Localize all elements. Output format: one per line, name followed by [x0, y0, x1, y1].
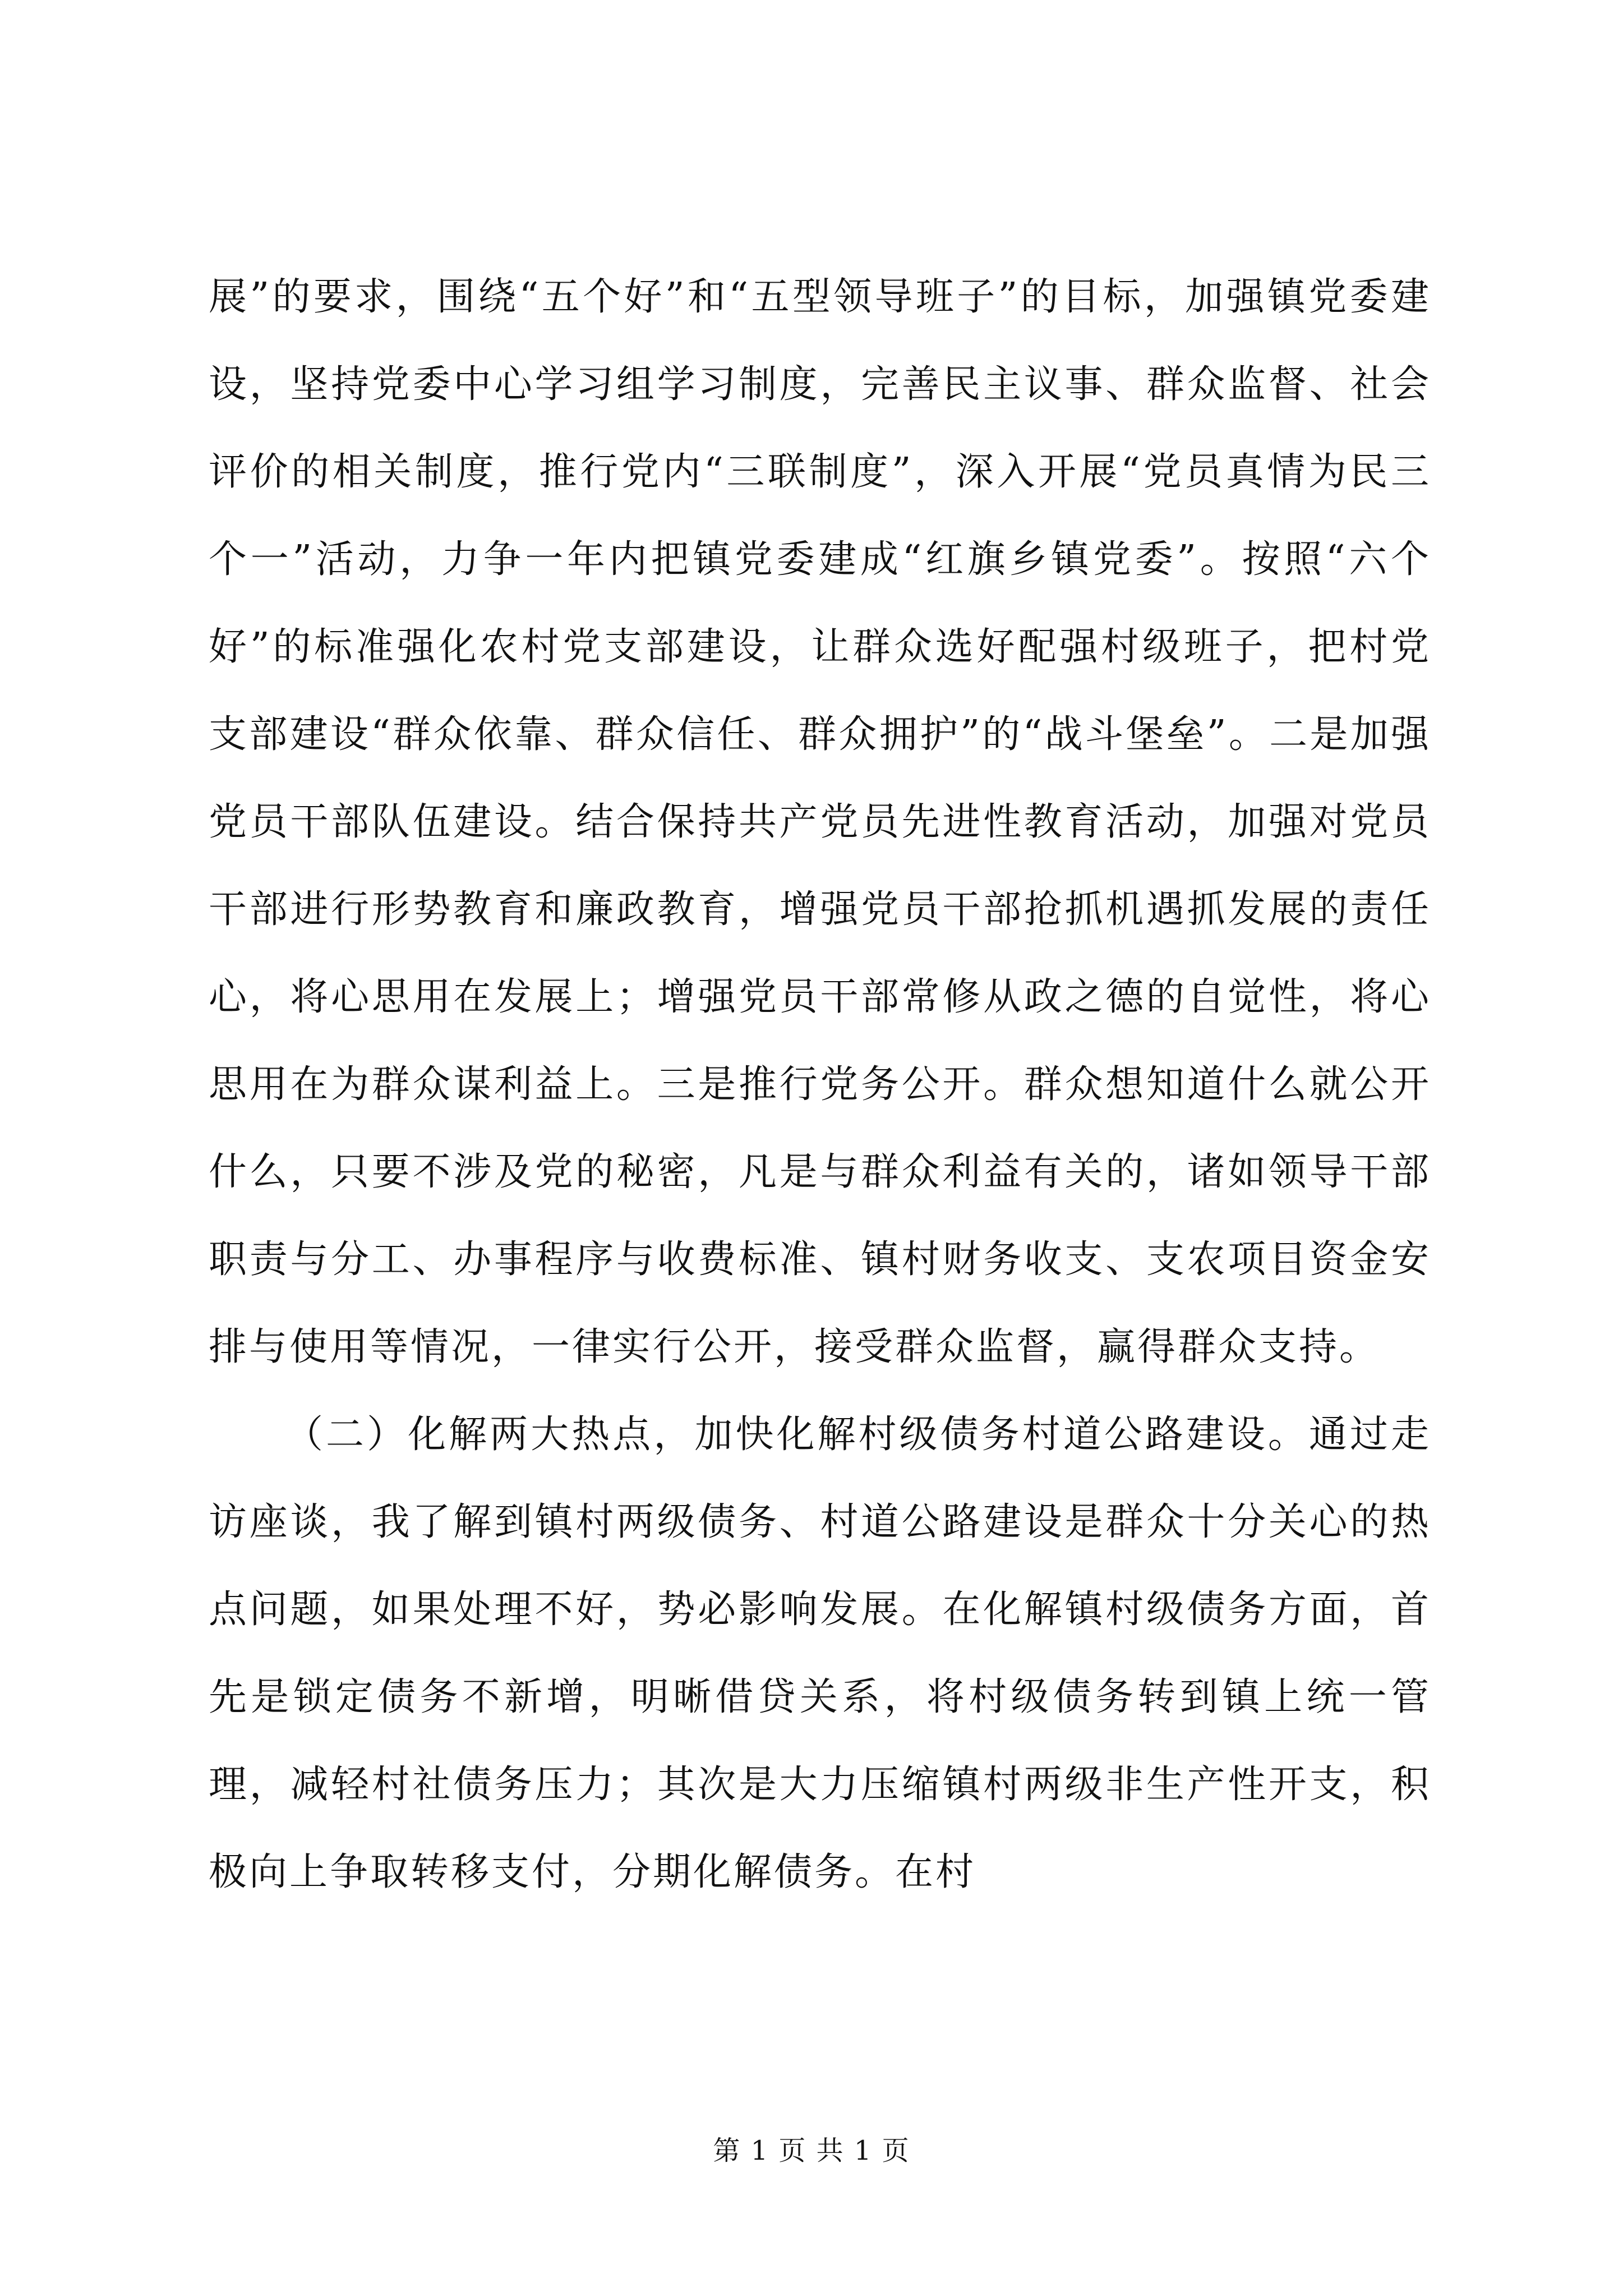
paragraph-section-two: （二）化解两大热点，加快化解村级债务村道公路建设。通过走访座谈，我了解到镇村两级债务、村道公路建设是群众十分关心的热点问题，如果处理不好，势必影响发展。在化解镇村级债务方面，首先是锁定债务不新增，明晰借贷关系，将村级债务转到镇上统一管理，减轻村社债务压力；其次是大力压缩镇村两级非生产性开支，积极向上争取转移支付，分期化解债务。在村 — [209, 1412, 1431, 1894]
page-footer: 第 1 页 共 1 页 — [713, 2135, 910, 2166]
document-body — [209, 254, 1431, 1916]
paragraph-continuation: 展”的要求，围绕“五个好”和“五型领导班子”的目标，加强镇党委建设，坚持党委中心学习组学习制度，完善民主议事、群众监督、社会评价的相关制度，推行党内“三联制度”，深入开展“党员真情为民三个一”活动，力争一年内把镇党委建成“红旗乡镇党委”。按照“六个好”的标准强化农村党支部建设，让群众选好配强村级班子，把村党支部建设“群众依靠、群众信任、群众拥护”的“战斗堡垒”。二是加强党员干部队伍建设。结合保持共产党员先进性教育活动，加强对党员干部进行形势教育和廉政教育，增强党员干部抢抓机遇抓发展的责任心，将心思用在发展上；增强党员干部常修从政之德的自觉性，将心思用在为群众谋利益上。三是推行党务公开。群众想知道什么就公开什么，只要不涉及党的秘密，凡是与群众利益有关的，诸如领导干部职责与分工、办事程序与收费标准、镇村财务收支、支农项目资金安排与使用等情况，一律实行公开，接受群众监督，赢得群众支持。 — [209, 275, 1431, 1369]
